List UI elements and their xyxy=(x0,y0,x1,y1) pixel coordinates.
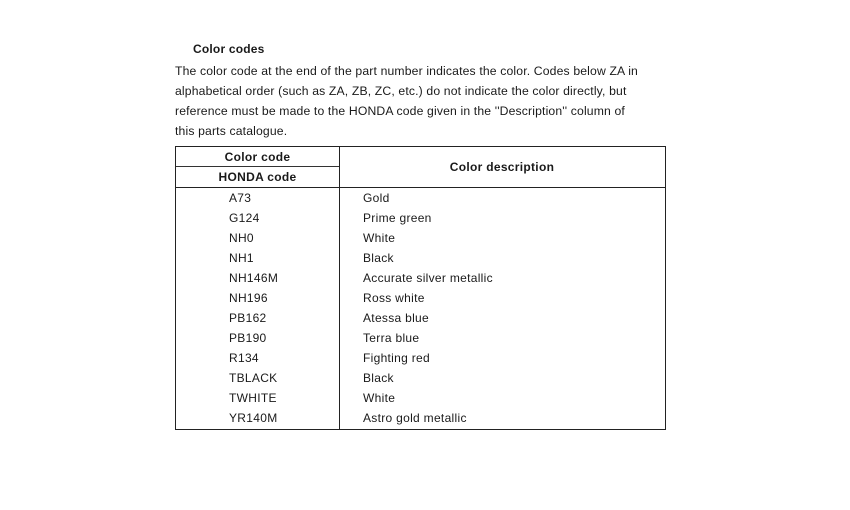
description-cell: Ross white xyxy=(363,291,425,305)
intro-paragraph xyxy=(175,61,675,141)
description-cell: Atessa blue xyxy=(363,311,430,325)
table-row xyxy=(176,391,665,411)
description-cell: White xyxy=(363,391,396,405)
description-cell: Black xyxy=(363,371,394,385)
description-cell: White xyxy=(363,231,396,245)
honda-code-cell: TBLACK xyxy=(229,371,278,385)
table-row xyxy=(176,351,665,371)
section-heading: Color codes xyxy=(193,42,265,56)
header-bottom-rule xyxy=(176,187,665,188)
table-row xyxy=(176,211,665,231)
honda-code-cell: TWHITE xyxy=(229,391,277,405)
description-cell: Fighting red xyxy=(363,351,430,365)
description-cell: Prime green xyxy=(363,211,432,225)
table-row xyxy=(176,291,665,311)
table-row xyxy=(176,331,665,351)
table-row xyxy=(176,271,665,291)
header-honda-code: HONDA code xyxy=(218,170,297,184)
header-color-code: Color code xyxy=(224,150,291,164)
table-row xyxy=(176,371,665,391)
honda-code-cell: YR140M xyxy=(229,411,278,425)
honda-code-cell: NH1 xyxy=(229,251,254,265)
honda-code-cell: PB162 xyxy=(229,311,267,325)
description-cell: Gold xyxy=(363,191,390,205)
honda-code-cell: PB190 xyxy=(229,331,267,345)
honda-code-cell: A73 xyxy=(229,191,252,205)
honda-code-cell: NH0 xyxy=(229,231,254,245)
paragraph-line: reference must be made to the HONDA code given in the ''Description'' column of xyxy=(175,104,625,118)
honda-code-cell: NH196 xyxy=(229,291,268,305)
paragraph-line: this parts catalogue. xyxy=(175,124,288,138)
table-row xyxy=(176,231,665,251)
honda-code-cell: NH146M xyxy=(229,271,279,285)
paragraph-line: The color code at the end of the part number indicates the color. Codes below ZA in xyxy=(175,64,638,78)
table-body xyxy=(176,191,665,431)
table-row xyxy=(176,411,665,431)
description-cell: Astro gold metallic xyxy=(363,411,467,425)
table-row xyxy=(176,251,665,271)
honda-code-cell: R134 xyxy=(229,351,259,365)
paragraph-line: alphabetical order (such as ZA, ZB, ZC, etc.) do not indicate the color directly, but xyxy=(175,84,627,98)
honda-code-cell: G124 xyxy=(229,211,260,225)
description-cell: Terra blue xyxy=(363,331,420,345)
description-cell: Accurate silver metallic xyxy=(363,271,493,285)
table-row xyxy=(176,191,665,211)
header-color-description: Color description xyxy=(449,160,555,174)
description-cell: Black xyxy=(363,251,394,265)
header-divider xyxy=(176,166,339,167)
table-row xyxy=(176,311,665,331)
color-code-table xyxy=(175,146,666,430)
